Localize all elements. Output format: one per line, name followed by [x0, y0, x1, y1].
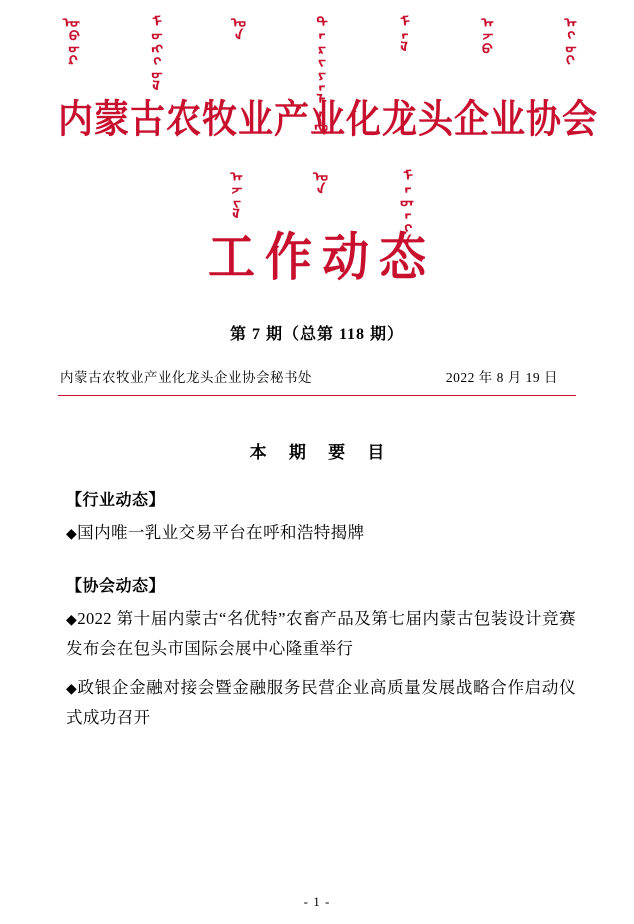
contents-section-association	[58, 573, 576, 734]
publisher-name: 内蒙古农牧业产业化龙头企业协会秘书处	[60, 370, 312, 385]
issue-number: 第 7 期（总第 118 期）	[229, 326, 405, 343]
mongolian-glyph: ᠤᠨ	[224, 14, 244, 40]
mongolian-glyph: ᠲᠠᠷᠢᠶᠠᠯᠠᠩ	[307, 14, 327, 131]
section-heading: 【协会动态】	[66, 577, 166, 595]
contents-entry-text: 2022 第十届内蒙古“名优特”农畜产品及第七届内蒙古包装设计竞赛发布会在包头市国际会展中心隆重举行	[66, 608, 576, 659]
contents-section-industry	[58, 487, 576, 549]
contents-entry[interactable]	[58, 604, 576, 665]
red-divider-rule	[58, 395, 576, 396]
bullet-icon: ◆	[66, 681, 78, 697]
mongolian-glyph: ᠠᠵᠢᠯ	[222, 168, 242, 220]
mongolian-glyph: ᠮᠡᠳᠡᠭᠡ	[393, 168, 412, 246]
bullet-icon: ◆	[66, 527, 78, 542]
mongolian-glyph: ᠦᠪᠦᠷ	[59, 14, 79, 66]
contents-entry[interactable]	[58, 518, 576, 549]
contents-title: 本 期 要 目	[249, 443, 394, 462]
mongolian-glyph: ᠮᠣᠩᠭᠣᠯ	[142, 14, 161, 92]
mongolian-glyph: ᠠᠬᠤᠢ	[556, 14, 575, 66]
contents-entry-text: 政银企金融对接会暨金融服务民营企业高质量发展战略合作启动仪式成功召开	[66, 677, 576, 728]
mongolian-script-band-sub	[58, 168, 576, 246]
bullet-icon: ◆	[66, 612, 78, 628]
bulletin-name: 工作动态	[208, 229, 436, 288]
page-number: - 1 -	[303, 894, 331, 909]
publisher-row	[58, 366, 576, 386]
section-heading: 【行业动态】	[66, 492, 166, 509]
mongolian-glyph: ᠤᠨ	[307, 168, 327, 194]
contents-entry[interactable]	[58, 673, 576, 734]
contents-entry-text: 国内唯一乳业交易平台在呼和浩特揭牌	[77, 523, 365, 542]
organization-title: 内蒙古农牧业产业化龙头企业协会	[58, 97, 599, 142]
publish-date: 2022 年 8 月 19 日	[445, 370, 558, 385]
mongolian-glyph: ᠠᠵᠤ	[473, 14, 493, 53]
mongolian-glyph: ᠮᠠᠯ	[390, 14, 410, 53]
